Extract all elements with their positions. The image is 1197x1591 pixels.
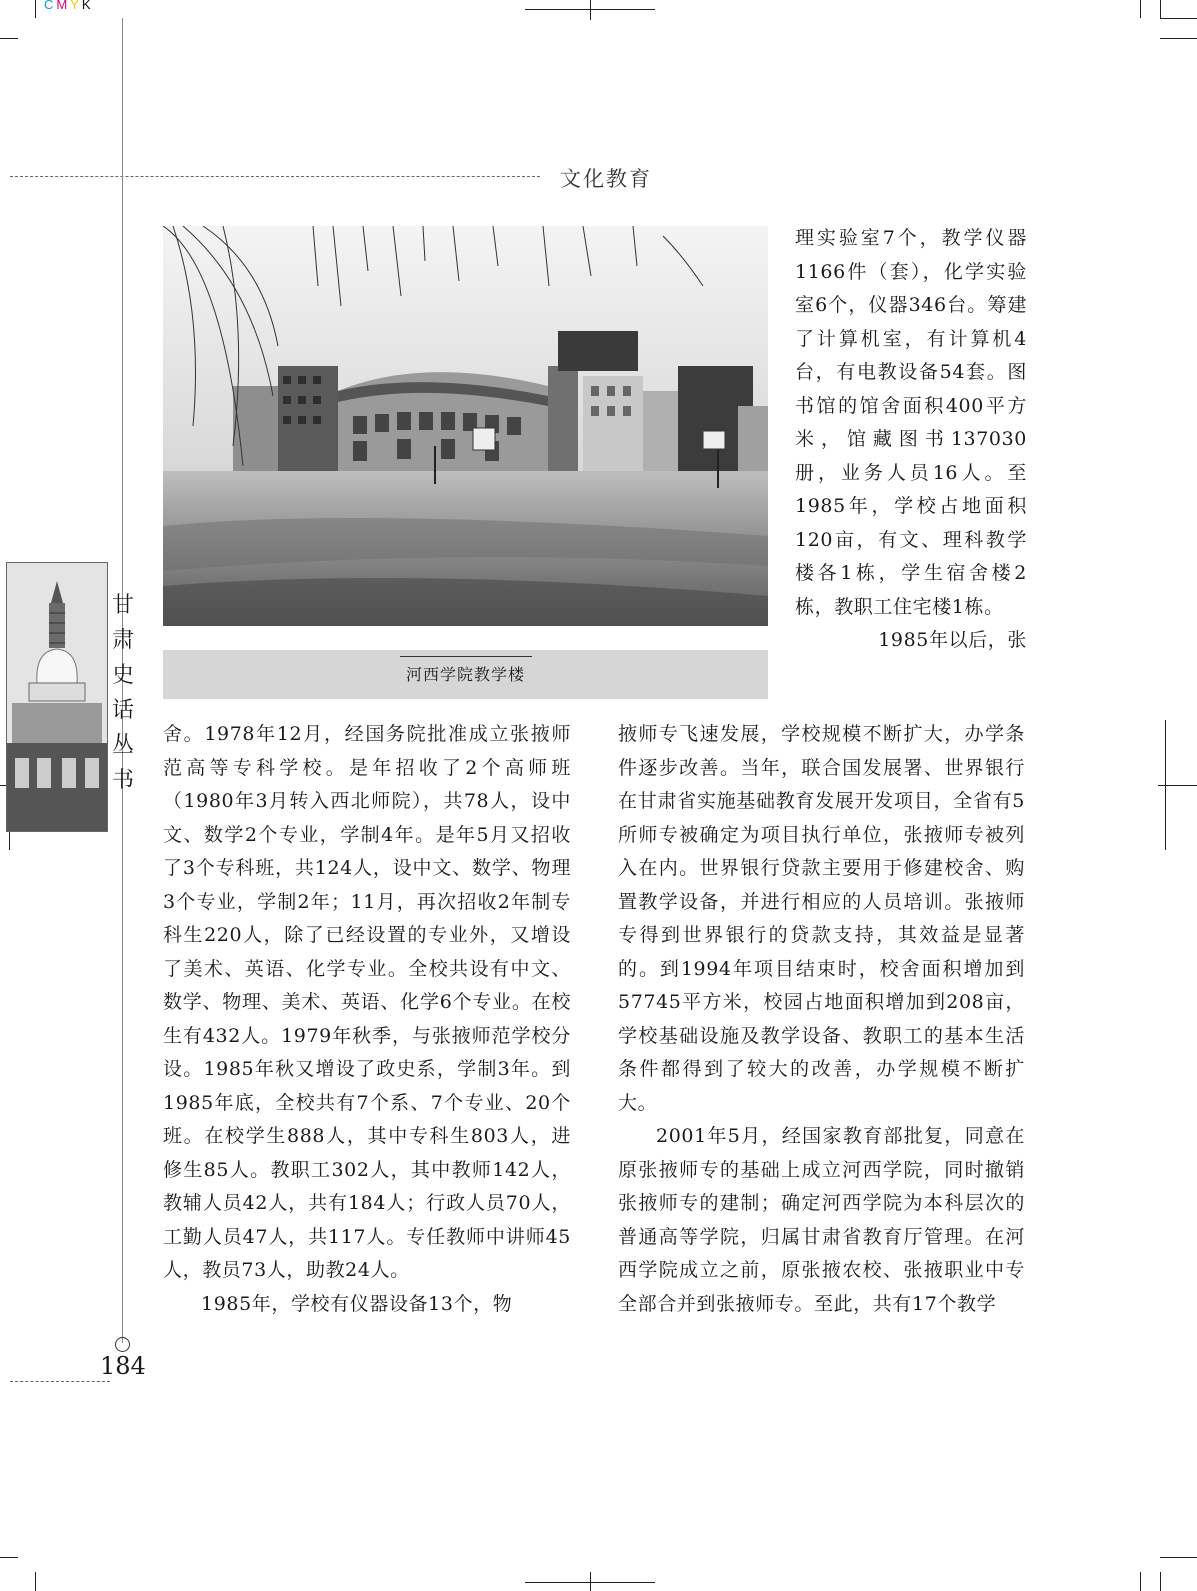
series-char: 史 <box>111 663 134 688</box>
book-series-title <box>108 588 138 798</box>
right-paragraph-1: 掖师专飞速发展，学校规模不断扩大，办学条件逐步改善。当年，联合国发展署、世界银行在甘肃省实施基础教育发展开发项目，全省有5所师专被确定为项目执行单位，张掖师专被列入在内。世界银行贷款主要用于修建校舍、购置教学设备，并进行相应的人员培训。张掖师专得到世界银行的贷款支持，其效益是显著的。到1994年项目结束时，校舍面积增加到57745平方米，校园占地面积增加到208亩，学校基础设施及教学设备、教职工的基本生活条件都得到了较大的改善，办学规模不断扩大。 <box>618 723 1025 1114</box>
left-column <box>163 718 571 1321</box>
crop-mark <box>1160 1572 1161 1591</box>
series-char: 书 <box>111 768 134 793</box>
footer-dashed-rule <box>10 1381 110 1382</box>
crop-mark <box>1140 0 1141 18</box>
series-char: 话 <box>111 698 134 723</box>
cmyk-c: C <box>44 0 55 12</box>
figure-caption: 河西学院教学楼 <box>405 665 525 684</box>
crop-mark <box>35 0 36 18</box>
right-paragraph-2: 2001年5月，经国家教育部批复，同意在原张掖师专的基础上成立河西学院，同时撤销张掖师专的建制；确定河西学院为本科层次的普通高等学院，归属甘肃省教育厅管理。在河西学院成立之前，原张掖农校、张掖职业中专全部合并到张掖师专。至此，共有17个教学 <box>618 1125 1025 1315</box>
crop-mark <box>1160 1557 1197 1558</box>
crop-mark <box>1158 785 1197 786</box>
cmyk-y: Y <box>70 0 80 12</box>
crop-mark <box>1160 0 1161 18</box>
crop-mark <box>0 1557 18 1558</box>
series-char: 肃 <box>111 628 134 653</box>
pagoda-side-photo <box>6 562 108 832</box>
crop-mark <box>1160 18 1197 19</box>
crop-mark <box>590 0 591 20</box>
pagoda-illustration <box>7 563 107 831</box>
building-photo <box>163 226 768 626</box>
right-top-paragraph: 理实验室7个，教学仪器1166件（套），化学实验室6个，仪器346台。筹建了计算机室，有计算机4台，有电教设备54套。图书馆的馆舍面积400平方米，馆藏图书137030册，业务人员16人。至1985年，学校占地面积120亩，有文、理科教学楼各1栋，学生宿舍楼2栋，教职工住宅楼1栋。 <box>795 227 1027 618</box>
left-paragraph-1: 舍。1978年12月，经国务院批准成立张掖师范高等专科学校。是年招收了2个高师班（1980年3月转入西北师院），共78人，设中文、数学2个专业，学制4年。是年5月又招收了3个专科班，共124人，设中文、数学、物理3个专业，学制2年；11月，再次招收2年制专科生220人，除了已经设置的专业外，又增设了美术、英语、化学专业。全校共设有中文、数学、物理、美术、英语、化学6个专业。在校生有432人。1979年秋季，与张掖师范学校分设。1985年秋又增设了政史系，学制3年。到1985年底，全校共有7个系、7个专业、20个班。在校学生888人，其中专科生803人，进修生85人。教职工302人，其中教师142人，教辅人员42人，共有184人；行政人员70人，工勤人员47人，共117人。专任教师中讲师45人，教员73人，助教24人。 <box>163 723 571 1281</box>
page-number-dot <box>115 1337 130 1352</box>
cmyk-m: M <box>56 0 69 12</box>
crop-mark <box>1160 38 1197 39</box>
section-title: 文化教育 <box>560 167 652 191</box>
left-paragraph-2: 1985年，学校有仪器设备13个，物 <box>201 1292 513 1315</box>
caption-rule <box>400 656 532 657</box>
crop-mark <box>0 38 18 39</box>
crop-mark <box>590 1572 591 1591</box>
crop-mark <box>35 1572 36 1591</box>
header-dashed-rule <box>10 176 540 177</box>
right-column <box>618 718 1025 1321</box>
cmyk-marks <box>44 0 94 12</box>
crop-mark <box>1140 1572 1141 1591</box>
cmyk-k: K <box>81 0 92 12</box>
page-number: 184 <box>100 1352 146 1380</box>
right-top-text <box>795 222 1027 658</box>
series-char: 丛 <box>111 733 134 758</box>
right-top-paragraph-2: 1985年以后，张 <box>878 629 1027 651</box>
series-char: 甘 <box>111 593 134 618</box>
building-photo-illustration <box>163 226 768 626</box>
